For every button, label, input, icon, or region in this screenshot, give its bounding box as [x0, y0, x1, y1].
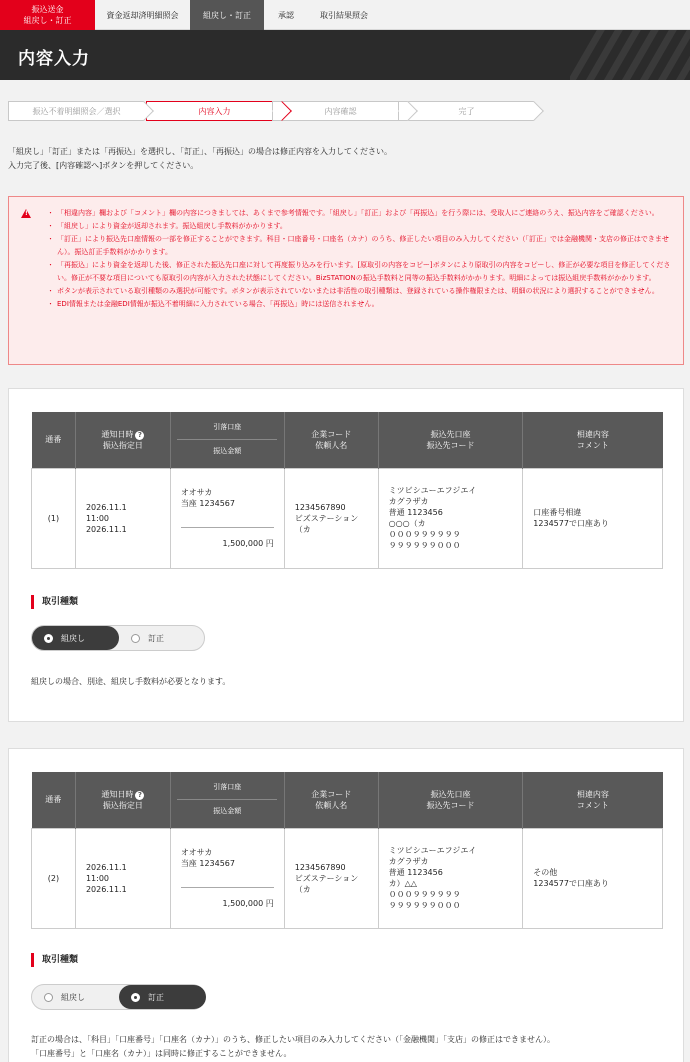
header-label: コメント: [576, 800, 609, 810]
transfer-date: 2026.11.1: [85, 524, 127, 534]
radio-dot: [131, 993, 140, 1002]
warning-item: ・ ボタンが表示されている取引種類のみ選択が可能です。ボタンが表示されていないまたは非活性の取引種類は、登録されている操作権限または、明細の状況により選択することができません。: [47, 285, 675, 298]
col-difference: [523, 772, 663, 828]
notify-time: 11:00: [85, 873, 110, 883]
radio-label: 組戻し: [61, 633, 85, 643]
radio-dot: [44, 993, 53, 1002]
tab-transfer-correction[interactable]: [0, 0, 95, 30]
header-label: 通番: [45, 435, 62, 445]
difference-text: その他: [533, 868, 558, 877]
warning-item: ・ EDI情報または金融EDI情報が振込不着明細に入力されている場合、「再振込」時には送信されません。: [47, 298, 675, 311]
requester-name: ビズステーション: [294, 513, 359, 523]
col-seq: [32, 772, 76, 828]
header-label: 依頼人名: [315, 800, 348, 810]
section-title: 取引種類: [31, 953, 78, 967]
debit-account: 当座 1234567: [180, 499, 235, 508]
dest-line: ０００９９９９９９: [388, 530, 461, 539]
step-select: [8, 101, 144, 121]
cell-seq: (1): [32, 468, 76, 568]
requester-name-cont: （カ: [294, 524, 311, 534]
col-notify: [75, 772, 170, 828]
tab-refund-inquiry[interactable]: [95, 0, 190, 30]
transfer-date: 2026.11.1: [85, 884, 127, 894]
dest-line: ミツビシユーエフジエイ: [388, 846, 477, 855]
instructions: [8, 145, 678, 173]
requester-name-cont: （カ: [294, 884, 311, 894]
cell-debit: [170, 828, 284, 928]
cell-difference: [523, 828, 663, 928]
col-company: [284, 412, 378, 468]
note-text: [31, 1033, 671, 1061]
instruction-line: 「組戻し」「訂正」または「再振込」を選択し、「訂正」、「再振込」の場合は修正内容を入力してください。: [8, 147, 392, 156]
radio-label: 訂正: [148, 992, 164, 1002]
header-label: 振込金額: [213, 807, 242, 816]
dest-line: ０００９９９９９９: [388, 890, 461, 899]
header-label: 相違内容: [576, 429, 609, 439]
header-label: 振込先コード: [426, 800, 475, 810]
step-label: 内容入力: [198, 106, 231, 116]
tab-approval[interactable]: [264, 0, 308, 30]
header-label: 相違内容: [576, 789, 609, 799]
header-label: 振込先コード: [426, 440, 475, 450]
radio-label: 訂正: [148, 633, 164, 643]
header-label: 企業コード: [311, 429, 352, 439]
transaction-panel-1: [8, 388, 684, 722]
warning-list: [47, 207, 675, 311]
header-label: 通番: [45, 795, 62, 805]
help-icon[interactable]: ?: [135, 431, 144, 440]
dest-line: カ）△△: [388, 879, 417, 888]
table-row: [32, 828, 663, 928]
tab-label: 組戻し・訂正: [203, 10, 251, 20]
cell-debit: [170, 468, 284, 568]
dest-line: ９９９９９９０００: [388, 541, 461, 550]
note-line: 組戻しの場合、別途、組戻し手数料が必要となります。: [31, 677, 231, 686]
dest-line: カグラザカ: [388, 857, 429, 866]
tab-label: 組戻し・訂正: [23, 16, 72, 25]
dest-line: ○○○（カ: [388, 519, 426, 528]
company-code: 1234567890: [294, 502, 346, 512]
dest-line: 普通 1123456: [388, 508, 443, 517]
transfer-amount: 1,500,000 円: [181, 887, 274, 909]
requester-name: ビズステーション: [294, 873, 359, 883]
tab-label: 振込送金: [31, 5, 64, 14]
radio-dot: [131, 634, 140, 643]
radio-return[interactable]: [32, 626, 119, 650]
header-label: 引落口座: [177, 422, 277, 440]
header-decoration: [570, 30, 690, 80]
header-label: 振込先口座: [430, 789, 471, 799]
tab-result-inquiry[interactable]: [308, 0, 380, 30]
transaction-panel-2: [8, 748, 684, 1062]
radio-dot: [44, 634, 53, 643]
tab-correction[interactable]: [190, 0, 264, 30]
difference-text: 口座番号相違: [533, 508, 582, 517]
header-label: 振込指定日: [102, 440, 143, 450]
col-debit: [170, 772, 284, 828]
comment-text: 1234577で口座あり: [533, 879, 609, 888]
col-debit: [170, 412, 284, 468]
cell-destination: [378, 468, 523, 568]
warning-item: ・ 「訂正」により振込先口座情報の一部を修正することができます。科目・口座番号・口座名（カナ）のうち、修正したい項目のみ入力してください（「訂正」では金融機関・支店の修正はできません）。振込訂正手数料がかかります。: [47, 233, 675, 259]
col-seq: [32, 412, 76, 468]
cell-notify: [75, 828, 170, 928]
page-header: [0, 30, 690, 80]
cell-company: [284, 828, 378, 928]
tab-label: 承認: [278, 10, 294, 20]
col-destination: [378, 412, 523, 468]
cell-difference: [523, 468, 663, 568]
header-label: コメント: [576, 440, 609, 450]
table-header-row: [32, 772, 663, 828]
debit-branch: オオサカ: [180, 488, 213, 497]
notify-date: 2026.11.1: [85, 862, 127, 872]
note-text: [31, 675, 671, 689]
warning-icon: [21, 209, 31, 218]
help-icon[interactable]: ?: [135, 791, 144, 800]
col-destination: [378, 772, 523, 828]
section-title: 取引種類: [31, 595, 78, 609]
transaction-table: [31, 772, 663, 929]
header-label: 振込金額: [213, 447, 242, 456]
radio-correction[interactable]: [119, 626, 206, 650]
transfer-amount: 1,500,000 円: [181, 527, 274, 549]
transaction-type-radio-group: [31, 984, 205, 1010]
step-label: 完了: [458, 106, 475, 116]
col-notify: [75, 412, 170, 468]
warning-item: ・ 「再振込」により資金を返却した後、修正された振込先口座に対して再度振り込みを行います。[原取引の内容をコピー]ボタンにより原取引の内容をコピーし、修正が必要な項目を修正してください。修正が不要な項目についても原取引の内容が入力された状態にしてください。BizSTATIONの振込手数料と同等の振込手数料がかかります。明細によっては振込組戻手数料がかかります。: [47, 259, 675, 285]
cell-destination: [378, 828, 523, 928]
warning-item: ・ 「相違内容」欄および「コメント」欄の内容につきましては、あくまで参考情報です。「組戻し」「訂正」および「再振込」を行う際には、受取人にご連絡のうえ、振込内容をご確認ください。: [47, 207, 675, 220]
table-header-row: [32, 412, 663, 468]
col-difference: [523, 412, 663, 468]
header-label: 通知日時: [101, 429, 134, 439]
dest-line: カグラザカ: [388, 497, 429, 506]
cell-notify: [75, 468, 170, 568]
debit-branch: オオサカ: [180, 848, 213, 857]
step-complete: [398, 101, 534, 121]
debit-account: 当座 1234567: [180, 859, 235, 868]
notify-time: 11:00: [85, 513, 110, 523]
comment-text: 1234577で口座あり: [533, 519, 609, 528]
tab-label: 取引結果照会: [320, 10, 368, 20]
cell-seq: (2): [32, 828, 76, 928]
tab-label: 資金返却済明細照会: [106, 10, 179, 20]
note-line: 「口座番号」と「口座名（カナ）」は同時に修正することができません。: [31, 1049, 292, 1058]
company-code: 1234567890: [294, 862, 346, 872]
header-label: 企業コード: [311, 789, 352, 799]
header-label: 引落口座: [177, 782, 277, 800]
step-input: [146, 101, 282, 121]
header-label: 振込先口座: [430, 429, 471, 439]
transaction-type-radio-group: [31, 625, 205, 651]
warning-item: ・ 「組戻し」により資金が返却されます。振込組戻し手数料がかかります。: [47, 220, 675, 233]
dest-line: ミツビシユーエフジエイ: [388, 486, 477, 495]
note-line: 訂正の場合は、「科目」「口座番号」「口座名（カナ）」のうち、修正したい項目のみ入力してください（「金融機関」「支店」の修正はできません）。: [31, 1035, 555, 1044]
dest-line: 普通 1123456: [388, 868, 443, 877]
step-confirm: [272, 101, 408, 121]
page-title: 内容入力: [18, 49, 90, 69]
top-navigation: [0, 0, 690, 30]
notify-date: 2026.11.1: [85, 502, 127, 512]
instruction-line: 入力完了後、[内容確認へ]ボタンを押してください。: [8, 161, 199, 170]
table-row: [32, 468, 663, 568]
dest-line: ９９９９９９０００: [388, 901, 461, 910]
header-label: 通知日時: [101, 789, 134, 799]
header-label: 依頼人名: [315, 440, 348, 450]
progress-steps: [8, 101, 668, 121]
radio-label: 組戻し: [61, 992, 85, 1002]
step-label: 振込不着明細照会／選択: [32, 106, 121, 116]
radio-return[interactable]: [32, 985, 119, 1009]
step-label: 内容確認: [324, 106, 357, 116]
col-company: [284, 772, 378, 828]
transaction-table: [31, 412, 663, 569]
radio-correction[interactable]: [119, 985, 206, 1009]
warning-box: [8, 196, 684, 365]
cell-company: [284, 468, 378, 568]
header-label: 振込指定日: [102, 800, 143, 810]
